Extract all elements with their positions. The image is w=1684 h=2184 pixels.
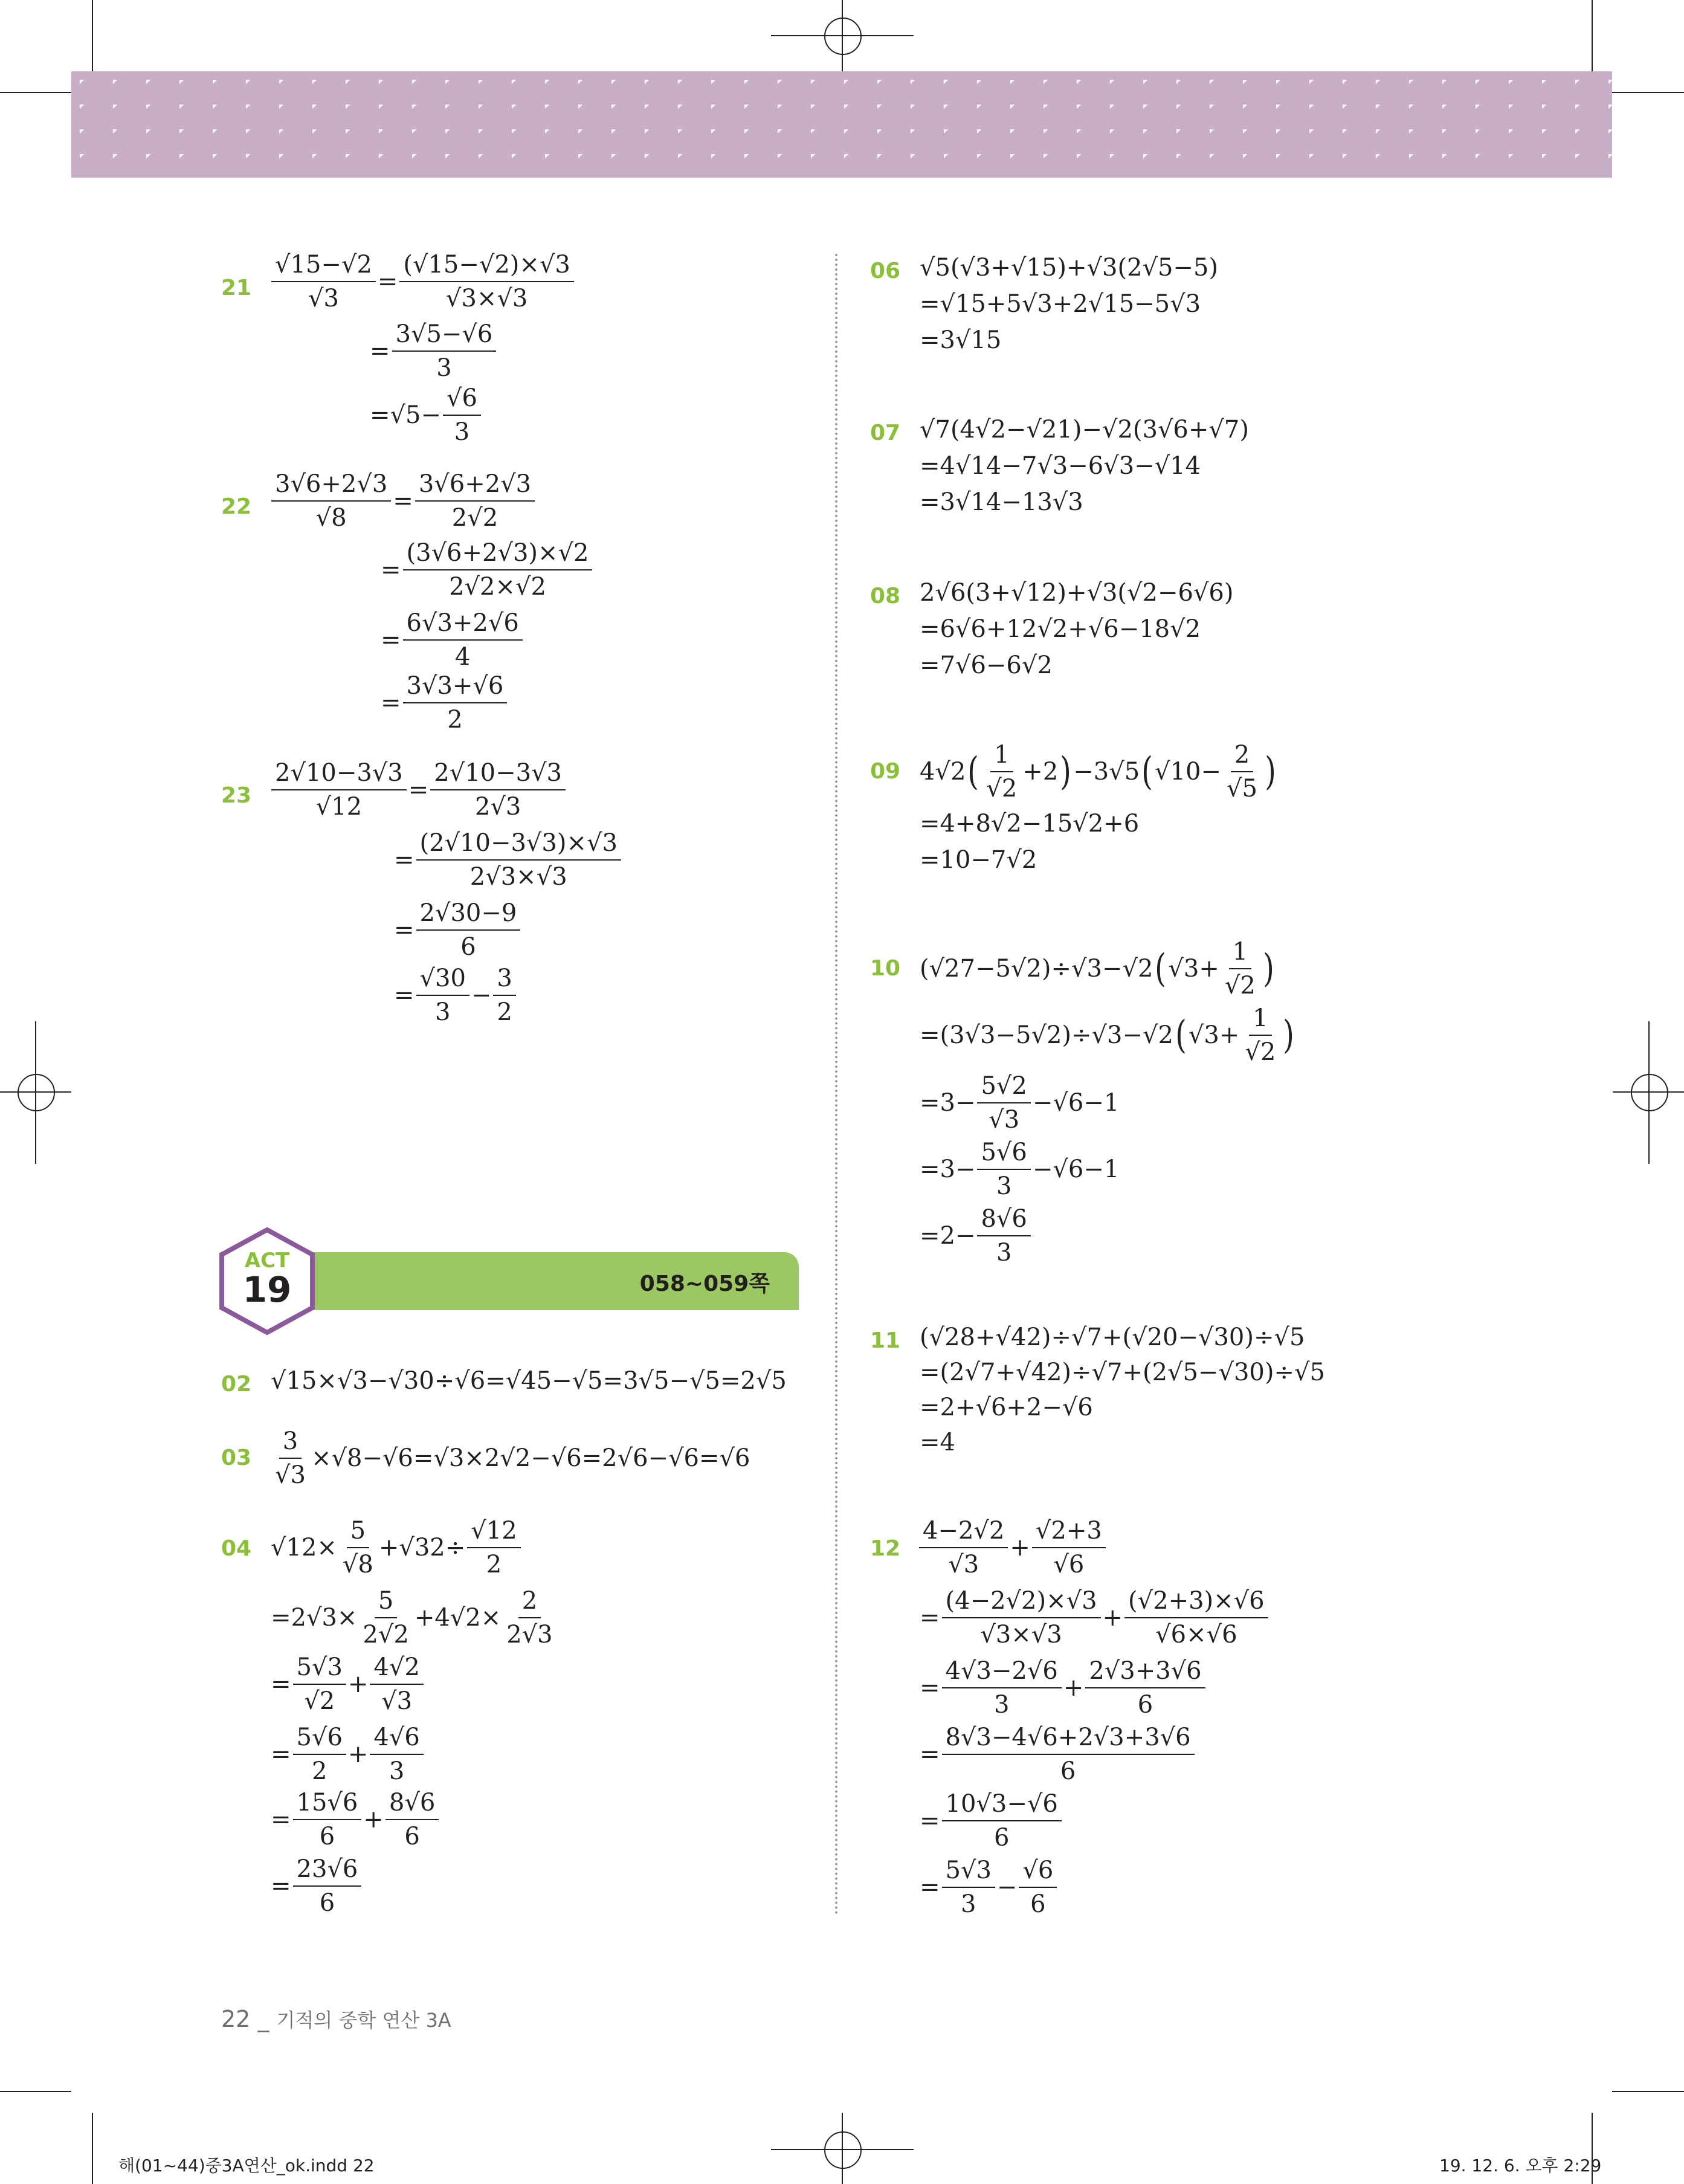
equation-row [920, 1429, 955, 1456]
column-divider [835, 254, 837, 1916]
fraction [1019, 1856, 1057, 1918]
fraction [977, 1139, 1030, 1200]
equals-sign: = [271, 1806, 291, 1833]
denominator: 2√3×√3 [469, 863, 567, 891]
numerator: 5√6 [977, 1139, 1030, 1170]
equation-row [271, 1517, 523, 1578]
equals-sign: = [393, 487, 413, 515]
fraction [1223, 741, 1261, 803]
expression: √7(4√2−√21)−√2(3√6+√7) [920, 416, 1249, 444]
equation-row [271, 1724, 425, 1785]
expression: =√5− [370, 401, 441, 429]
denominator: 3 [434, 998, 451, 1026]
denominator: 2 [497, 998, 512, 1026]
equation-row [271, 1789, 440, 1850]
equation-row [920, 1323, 1305, 1351]
right-paren: ) [1262, 946, 1274, 991]
numerator: 1 [990, 741, 1013, 772]
denominator: 2√3 [474, 793, 521, 821]
expression: +4√2× [414, 1604, 502, 1632]
equation-row [920, 488, 1083, 516]
denominator: 2 [486, 1551, 502, 1578]
expression: −√6−1 [1032, 1089, 1120, 1117]
denominator: √3 [948, 1551, 979, 1578]
equation-row [370, 320, 498, 382]
fraction [339, 1517, 377, 1578]
right-paren: ) [1283, 1013, 1295, 1058]
registration-mark [824, 18, 862, 55]
denominator: 2√2 [451, 504, 498, 532]
file-slug: 해(01~44)중3A연산_ok.indd 22 [118, 2156, 375, 2176]
equation-row [920, 1139, 1119, 1200]
expression: =3− [920, 1155, 976, 1183]
right-paren: ) [1060, 749, 1072, 794]
numerator: 4√2 [370, 1653, 423, 1685]
fraction [493, 964, 515, 1026]
denominator: 6 [404, 1823, 420, 1850]
equation-row [920, 938, 1276, 1000]
fraction [271, 251, 376, 312]
denominator: √3 [381, 1687, 413, 1715]
expression: =10−7√2 [920, 846, 1037, 874]
equation-row [920, 1657, 1207, 1719]
expression: −√6−1 [1032, 1155, 1120, 1183]
expression: =2− [920, 1222, 976, 1250]
crop-mark [1592, 0, 1593, 71]
expression: √5(√3+√15)+√3(2√5−5) [920, 254, 1219, 282]
expression: (√27−5√2)÷√3−√2 [920, 955, 1153, 983]
equals-sign: = [381, 689, 401, 717]
equation-row [920, 579, 1233, 607]
denominator: 3 [996, 1172, 1012, 1200]
numerator: √6 [1019, 1856, 1057, 1888]
expression: 2√6(3+√12)+√3(√2−6√6) [920, 579, 1234, 607]
numerator: 6√3+2√6 [403, 609, 523, 641]
expression: ×√8−√6=√3×2√2−√6=2√6−√6=√6 [311, 1444, 750, 1472]
problem-number: 09 [870, 759, 901, 784]
equation-row [920, 1359, 1325, 1386]
fraction [503, 1587, 556, 1649]
denominator: 3 [960, 1890, 976, 1918]
equation-row [920, 1724, 1196, 1785]
denominator: 6 [319, 1889, 335, 1917]
expression: 4√2 [920, 758, 966, 786]
fraction [443, 384, 481, 446]
equation-row [381, 609, 524, 671]
expression: =(2√7+√42)÷√7+(2√5−√30)÷√5 [920, 1359, 1325, 1386]
denominator: 2√3 [506, 1621, 553, 1649]
numerator: √30 [416, 964, 469, 996]
equation-row [920, 846, 1037, 874]
denominator: 3 [996, 1239, 1012, 1267]
equals-sign: = [920, 1740, 940, 1768]
expression: √15×√3−√30÷√6=√45−√5=3√5−√5=2√5 [271, 1367, 787, 1395]
denominator: √6×√6 [1155, 1621, 1237, 1649]
equals-sign: = [920, 1873, 940, 1901]
denominator: √3 [308, 285, 339, 312]
left-paren: ( [1175, 1013, 1187, 1058]
operator: + [1010, 1534, 1030, 1562]
denominator: √2 [986, 775, 1018, 803]
equation-row [917, 1517, 1108, 1578]
numerator: 2 [1231, 741, 1253, 772]
equation-row [920, 1205, 1033, 1267]
numerator: 2√10−3√3 [271, 759, 407, 790]
fraction [977, 1072, 1030, 1134]
equals-sign: = [920, 1674, 940, 1702]
act-banner [266, 1252, 799, 1310]
expression: √3+ [1168, 955, 1219, 983]
equals-sign: = [920, 1604, 940, 1632]
equation-row [920, 741, 1278, 803]
numerator: (4−2√2)×√3 [942, 1587, 1101, 1618]
operator: + [1063, 1674, 1084, 1702]
denominator: 3 [389, 1757, 405, 1785]
denominator: 6 [1030, 1890, 1046, 1918]
equals-sign: = [394, 916, 415, 944]
numerator: 8√3−4√6+2√3+3√6 [942, 1724, 1195, 1755]
expression: =(3√3−5√2)÷√3−√2 [920, 1021, 1173, 1049]
expression: √10− [1155, 758, 1222, 786]
denominator: √3 [275, 1461, 306, 1489]
expression: =6√6+12√2+√6−18√2 [920, 615, 1201, 643]
fraction [392, 320, 497, 382]
numerator: √15−√2 [271, 251, 376, 282]
expression: =4 [920, 1429, 955, 1456]
problem-number: 03 [221, 1446, 252, 1470]
operator: + [347, 1670, 369, 1698]
numerator: (2√10−3√3)×√3 [416, 829, 621, 861]
crop-mark [1612, 2091, 1684, 2092]
equation-row [271, 1367, 787, 1395]
equals-sign: = [271, 1670, 291, 1698]
expression: =7√6−6√2 [920, 651, 1053, 679]
equation-row [394, 899, 522, 961]
equation-row [269, 251, 576, 312]
fraction [293, 1724, 346, 1785]
equation-row [920, 1856, 1059, 1918]
equation-row [920, 1587, 1270, 1649]
numerator: 8√6 [977, 1205, 1030, 1236]
registration-mark [824, 2131, 862, 2169]
numerator: 5√3 [942, 1856, 995, 1888]
header-band [71, 71, 1612, 178]
operator: + [363, 1806, 384, 1833]
numerator: (3√6+2√3)×√2 [403, 539, 593, 570]
problem-number: 02 [221, 1372, 252, 1397]
equation-row [920, 326, 1001, 354]
numerator: (√2+3)×√6 [1124, 1587, 1268, 1618]
denominator: √3×√3 [445, 285, 528, 312]
print-date: 19. 12. 6. 오후 2:29 [1439, 2156, 1602, 2176]
expression: =4√14−7√3−6√3−√14 [920, 452, 1201, 480]
numerator: 5 [347, 1517, 369, 1548]
registration-mark [18, 1074, 55, 1111]
expression: =2+√6+2−√6 [920, 1394, 1093, 1421]
equation-row [920, 290, 1201, 318]
numerator: 3√5−√6 [392, 320, 497, 352]
numerator: 15√6 [293, 1789, 362, 1820]
fraction [359, 1587, 412, 1649]
fraction [1032, 1517, 1106, 1578]
denominator: 3 [436, 354, 452, 382]
equals-sign: = [271, 1740, 291, 1768]
registration-mark [1631, 1074, 1668, 1111]
numerator: 1 [1229, 938, 1251, 969]
crop-mark [0, 2091, 71, 2092]
equation-row [394, 964, 518, 1026]
fraction [399, 251, 574, 312]
fraction [416, 829, 621, 891]
fraction [430, 759, 566, 821]
denominator: 3 [454, 418, 470, 446]
equation-row [269, 759, 567, 821]
equation-row [920, 1004, 1296, 1066]
numerator: 3√6+2√3 [271, 470, 391, 502]
equals-sign: = [381, 556, 401, 584]
numerator: 4−2√2 [919, 1517, 1008, 1548]
problem-number: 06 [870, 259, 901, 283]
fraction [271, 470, 391, 532]
fraction [271, 759, 407, 821]
fraction [403, 609, 523, 671]
equation-row [271, 1855, 363, 1917]
problem-number: 21 [221, 276, 252, 300]
denominator: 6 [460, 933, 476, 961]
equation-row [920, 1790, 1063, 1852]
equals-sign: = [408, 776, 429, 804]
problem-number: 22 [221, 494, 252, 519]
problem-number: 23 [221, 783, 252, 808]
fraction [942, 1657, 1062, 1719]
equals-sign: = [394, 846, 415, 874]
separator: _ [257, 2006, 269, 2032]
page-number: 22 [221, 2006, 251, 2032]
fraction [370, 1724, 423, 1785]
expression: =√15+5√3+2√15−5√3 [920, 290, 1201, 318]
fraction [982, 741, 1021, 803]
equation-row [381, 672, 509, 734]
equation-row [269, 1427, 750, 1489]
expression: =3− [920, 1089, 976, 1117]
denominator: 6 [319, 1823, 335, 1850]
expression: =3√14−13√3 [920, 488, 1083, 516]
denominator: √2 [304, 1687, 335, 1715]
equation-row [920, 254, 1218, 282]
fraction [416, 899, 521, 961]
denominator: 2 [447, 706, 463, 734]
numerator: 8√6 [386, 1789, 439, 1820]
denominator: 2 [311, 1757, 327, 1785]
fraction [919, 1517, 1008, 1578]
denominator: √8 [315, 504, 347, 532]
equation-row [920, 615, 1201, 643]
crop-mark [1612, 92, 1684, 93]
equation-row [381, 539, 594, 601]
fraction [403, 539, 593, 601]
denominator: 3 [993, 1691, 1010, 1719]
page-footer [221, 2005, 451, 2033]
equation-row [271, 1653, 425, 1715]
fraction [293, 1789, 362, 1850]
expression: +2 [1022, 758, 1059, 786]
problem-number: 12 [870, 1536, 901, 1561]
numerator: 3√6+2√3 [415, 470, 535, 502]
book-title: 기적의 중학 연산 3A [276, 2009, 451, 2032]
numerator: 1 [1249, 1004, 1271, 1036]
numerator: 2√10−3√3 [430, 759, 566, 790]
expression: +√32÷ [378, 1534, 466, 1562]
numerator: 4√6 [370, 1724, 423, 1755]
denominator: √12 [315, 793, 363, 821]
denominator: 6 [993, 1824, 1010, 1852]
equals-sign: = [920, 1807, 940, 1835]
crop-mark [92, 0, 93, 71]
numerator: 2√30−9 [416, 899, 521, 931]
crop-mark [0, 92, 71, 93]
fraction [942, 1724, 1195, 1785]
equals-sign: = [271, 1872, 291, 1900]
left-paren: ( [1155, 946, 1167, 991]
equation-row [920, 416, 1249, 444]
numerator: 5√6 [293, 1724, 346, 1755]
problem-number: 10 [870, 956, 901, 981]
fraction [942, 1790, 1062, 1852]
equals-sign: = [394, 981, 415, 1009]
equation-row [394, 829, 623, 891]
numerator: 10√3−√6 [942, 1790, 1062, 1821]
fraction [467, 1517, 520, 1578]
expression: =3√15 [920, 326, 1002, 354]
denominator: 4 [454, 643, 471, 671]
numerator: √2+3 [1032, 1517, 1106, 1548]
numerator: 2√3+3√6 [1085, 1657, 1205, 1688]
fraction [416, 964, 469, 1026]
problem-number: 08 [870, 584, 901, 609]
fraction [1124, 1587, 1268, 1649]
fraction [977, 1205, 1030, 1267]
denominator: √2 [1224, 972, 1256, 1000]
equation-row [920, 452, 1201, 480]
numerator: 5√3 [293, 1653, 346, 1685]
numerator: √6 [443, 384, 481, 416]
numerator: 3 [279, 1427, 302, 1459]
fraction [293, 1653, 346, 1715]
denominator: √5 [1227, 775, 1257, 803]
fraction [415, 470, 535, 532]
fraction [1085, 1657, 1205, 1719]
equation-row [920, 810, 1139, 838]
left-paren: ( [967, 749, 979, 794]
fraction [403, 672, 508, 734]
numerator: 4√3−2√6 [942, 1657, 1062, 1688]
page-range: 058~059쪽 [639, 1271, 770, 1296]
left-paren: ( [1141, 749, 1153, 794]
expression: =2√3× [271, 1604, 358, 1632]
equation-row [269, 470, 537, 532]
numerator: 23√6 [293, 1855, 362, 1887]
expression: √12× [271, 1534, 337, 1562]
equation-row [920, 651, 1053, 679]
equation-row [920, 1394, 1093, 1421]
denominator: √8 [342, 1551, 373, 1578]
denominator: 6 [1137, 1691, 1153, 1719]
right-paren: ) [1265, 749, 1276, 794]
numerator: 2 [518, 1587, 541, 1618]
expression: √3+ [1188, 1021, 1240, 1049]
numerator: 5√2 [977, 1072, 1030, 1103]
fraction [942, 1856, 995, 1918]
operator: + [1102, 1604, 1123, 1632]
denominator: 2√2×√2 [449, 573, 546, 601]
equals-sign: = [370, 337, 390, 365]
operator: − [996, 1873, 1018, 1901]
equals-sign: = [381, 626, 401, 654]
problem-number: 07 [870, 421, 901, 445]
expression: (√28+√42)÷√7+(√20−√30)÷√5 [920, 1323, 1305, 1351]
problem-number: 04 [221, 1536, 252, 1561]
denominator: √6 [1053, 1551, 1085, 1578]
equation-row [370, 384, 483, 446]
fraction [370, 1653, 423, 1715]
fraction [386, 1789, 439, 1850]
fraction [942, 1587, 1101, 1649]
expression: −3√5 [1073, 758, 1140, 786]
expression: =4+8√2−15√2+6 [920, 810, 1140, 838]
operator: + [347, 1740, 369, 1768]
denominator: √3 [989, 1106, 1020, 1134]
act-label: ACT [244, 1249, 290, 1273]
denominator: √2 [1245, 1038, 1276, 1066]
numerator: 3√3+√6 [403, 672, 508, 703]
equation-row [920, 1072, 1119, 1134]
numerator: 5 [375, 1587, 397, 1618]
problem-number: 11 [870, 1328, 901, 1353]
numerator: 3 [493, 964, 515, 996]
numerator: (√15−√2)×√3 [399, 251, 574, 282]
equation-row [271, 1587, 558, 1649]
denominator: √3×√3 [980, 1621, 1062, 1649]
operator: − [471, 981, 492, 1009]
denominator: 6 [1060, 1757, 1076, 1785]
fraction [1241, 1004, 1279, 1066]
crop-mark [92, 2113, 93, 2184]
denominator: 2√2 [363, 1621, 409, 1649]
equals-sign: = [377, 268, 398, 296]
numerator: √12 [467, 1517, 520, 1548]
fraction [271, 1427, 309, 1489]
fraction [1221, 938, 1259, 1000]
fraction [293, 1855, 362, 1917]
act-number: 19 [242, 1269, 292, 1310]
